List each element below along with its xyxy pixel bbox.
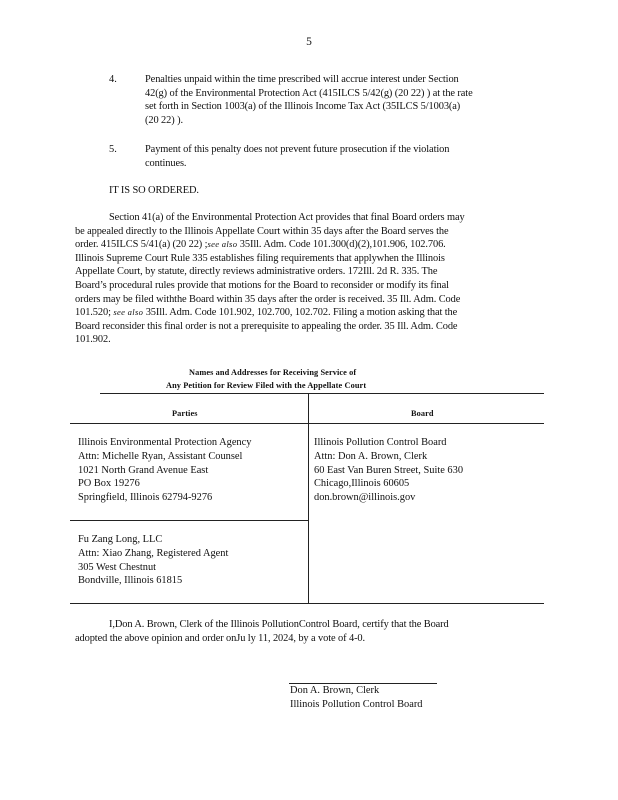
see-also-italic: see also [113, 307, 144, 318]
certification-line: I,Don A. Brown, Clerk of the Illinois PollutionControl Board, certify that the Board [109, 619, 449, 630]
appeal-paragraph [75, 211, 465, 347]
table-header-rule [70, 423, 544, 424]
party-line: PO Box 19276 [78, 478, 140, 490]
certification [75, 618, 449, 645]
table-heading-line1: Names and Addresses for Receiving Service of [189, 368, 357, 377]
paragraph-line [75, 306, 465, 320]
table-bottom-rule [70, 603, 544, 604]
party-line: Bondville, Illinois 61815 [78, 575, 183, 587]
paragraph-segment: 101.520; [75, 307, 114, 319]
paragraph-line: Section 41(a) of the Environmental Protection Act provides that final Board orders may [109, 212, 465, 223]
item-4-line: Penalties unpaid within the time prescribed will accrue interest under Section [145, 74, 459, 85]
column-header-parties: Parties [172, 409, 198, 418]
party-line: Springfield, Illinois 62794-9276 [78, 492, 213, 504]
see-also-italic: see also [207, 239, 238, 250]
item-4-line: 42(g) of the Environmental Protection Act (415ILCS 5/42(g) (20 22) ) at the rate [145, 87, 473, 99]
party-line: Illinois Environmental Protection Agency [78, 437, 252, 448]
party-iepa [78, 436, 251, 505]
party-line: Fu Zang Long, LLC [78, 534, 163, 545]
board-line: Chicago,Illinois 60605 [314, 478, 410, 490]
signature-name: Don A. Brown, Clerk [290, 685, 380, 696]
paragraph-line: 101.902. [75, 334, 111, 346]
paragraph-line: Board’s procedural rules provide that motions for the Board to reconsider or modify its final [75, 279, 449, 291]
board-line: 60 East Van Buren Street, Suite 630 [314, 464, 464, 476]
board-email: don.brown@illinois.gov [314, 492, 416, 504]
paragraph-line: orders may be filed withthe Board within 35 days after the order is received. 35 Ill. Adm. Code [75, 293, 461, 305]
column-header-board: Board [411, 409, 434, 418]
paragraph-segment: 35Ill. Adm. Code 101.902, 102.700, 102.702. Filing a motion asking that the [143, 307, 458, 319]
item-4-line: set forth in Section 1003(a) of the Illinois Income Tax Act (35ILCS 5/1003(a) [145, 101, 461, 113]
party-fu-zang-long [78, 533, 228, 588]
item-5-line: continues. [145, 157, 187, 169]
paragraph-segment: 35Ill. Adm. Code 101.300(d)(2),101.906, 102.706. [237, 239, 446, 251]
table-top-rule [100, 393, 544, 394]
board-contact [314, 436, 463, 505]
paragraph-line: Illinois Supreme Court Rule 335 establishes filing requirements that applywhen the Illinois [75, 252, 445, 264]
paragraph-line: be appealed directly to the Illinois Appellate Court within 35 days after the Board serves the [75, 225, 449, 237]
item-4-text [145, 73, 473, 127]
board-line: Illinois Pollution Control Board [314, 437, 447, 448]
table-column-divider [308, 393, 309, 603]
certification-line: adopted the above opinion and order onJu ly 11, 2024, by a vote of 4-0. [75, 632, 366, 644]
paragraph-segment: order. 415ILCS 5/41(a) (20 22) ; [75, 239, 208, 251]
party-line: 305 West Chestnut [78, 561, 157, 573]
table-party-divider [70, 520, 308, 521]
item-4-line: (20 22) ). [145, 114, 183, 126]
party-line: 1021 North Grand Avenue East [78, 464, 209, 476]
paragraph-line [75, 238, 465, 252]
item-number-5: 5. [109, 144, 117, 155]
board-line: Attn: Don A. Brown, Clerk [314, 450, 428, 462]
item-number-4: 4. [109, 74, 117, 85]
signature-org: Illinois Pollution Control Board [290, 698, 423, 710]
party-line: Attn: Michelle Ryan, Assistant Counsel [78, 450, 243, 462]
so-ordered: IT IS SO ORDERED. [109, 185, 199, 196]
signature-block [290, 684, 423, 712]
item-5-text [145, 143, 449, 170]
paragraph-line: Board reconsider this final order is not a prerequisite to appealing the order. 35 Ill. Adm. Code [75, 320, 458, 332]
party-line: Attn: Xiao Zhang, Registered Agent [78, 547, 229, 559]
page-number: 5 [306, 36, 312, 48]
table-heading-line2: Any Petition for Review Filed with the Appellate Court [166, 381, 367, 390]
item-5-line: Payment of this penalty does not prevent future prosecution if the violation [145, 144, 450, 155]
paragraph-line: Appellate Court, by statute, directly reviews administrative orders. 172Ill. 2d R. 335. The [75, 266, 438, 278]
